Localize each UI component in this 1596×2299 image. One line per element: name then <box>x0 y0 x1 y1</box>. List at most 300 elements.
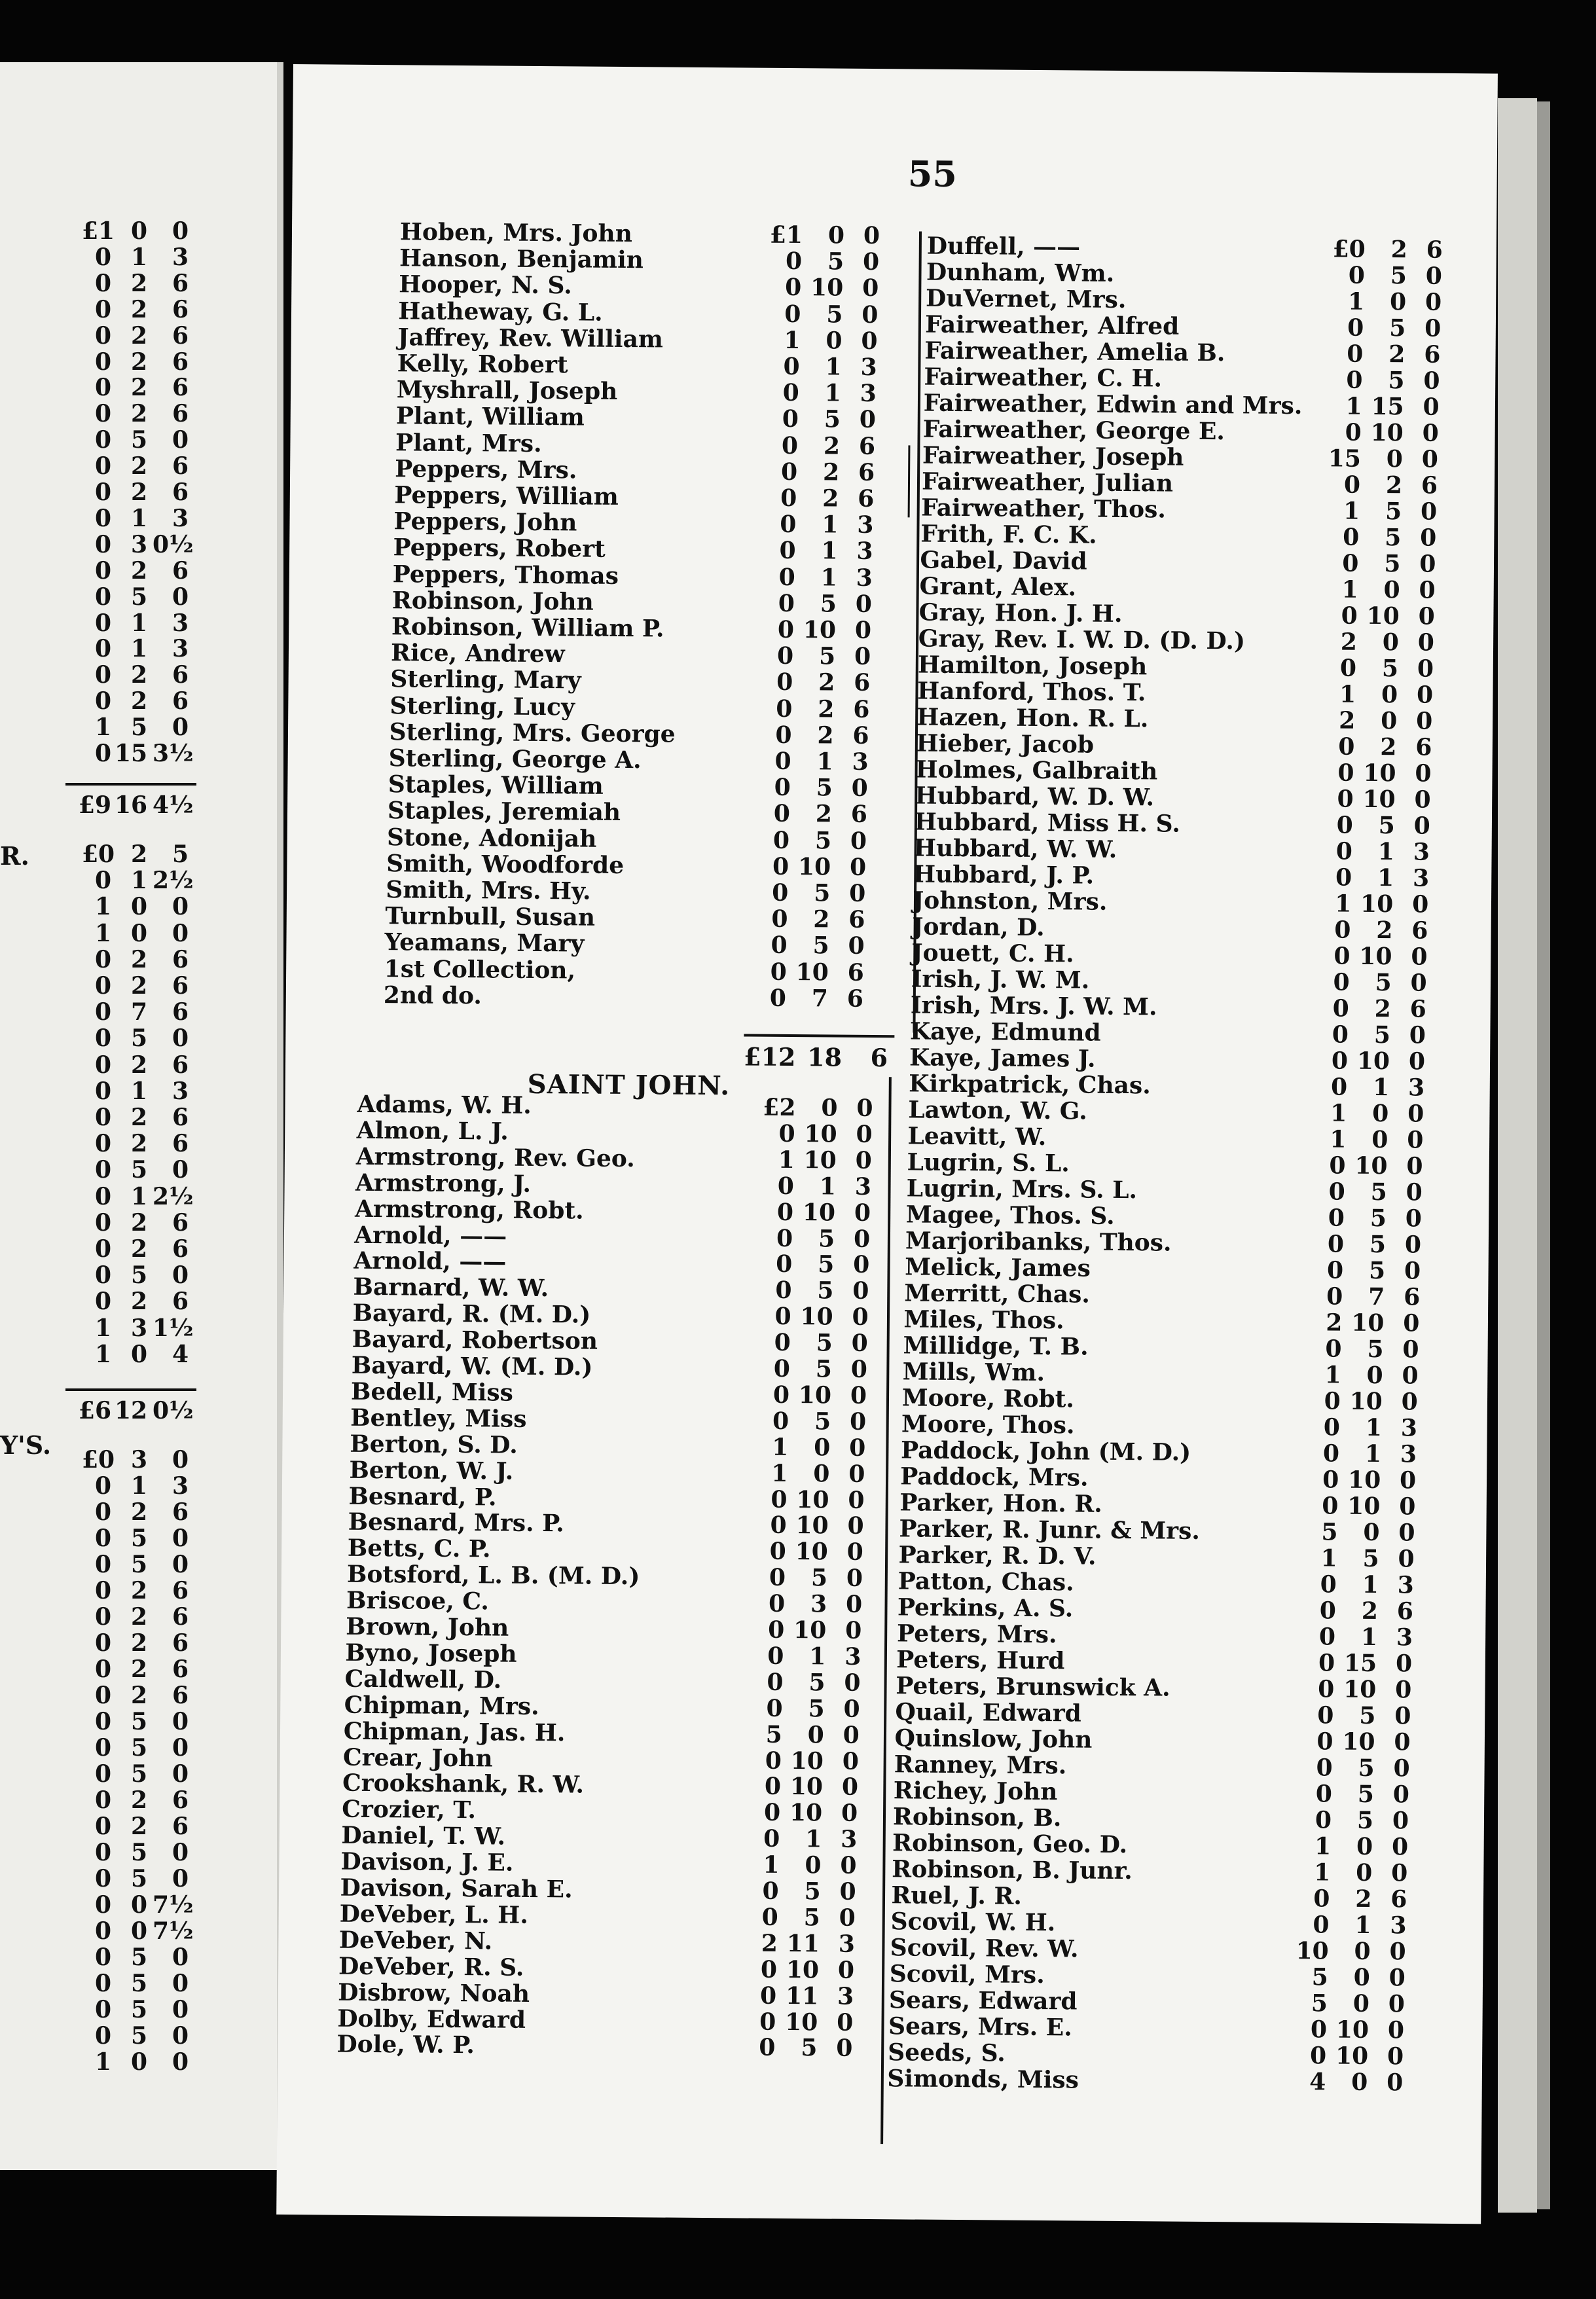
subscriber-name: Hanson, Benjamin <box>399 244 644 274</box>
amount-pounds: 0 <box>1323 1413 1341 1441</box>
amount-shillings: 10 <box>1347 1466 1381 1494</box>
amount-pence: 0 <box>853 1251 870 1279</box>
amount-pence: 0 <box>839 1877 856 1906</box>
amount-pounds: 0 <box>94 867 111 895</box>
amount-pounds: 1 <box>94 919 111 947</box>
amount-pence: 0 <box>854 1199 871 1227</box>
total-pence: 4½ <box>153 791 194 819</box>
subscriber-name: Duffell, —— <box>926 232 1081 261</box>
amount-pence: 0 <box>1407 1126 1424 1154</box>
amount-shillings: 5 <box>808 1669 825 1697</box>
column-1-total <box>744 1041 894 1072</box>
amount-shillings: 5 <box>1358 1754 1375 1783</box>
amount-shillings: 0 <box>1371 1125 1388 1154</box>
subscriber-name: Sears, Edward <box>888 1986 1078 2016</box>
subscriber-name: Kirkpatrick, Chas. <box>909 1070 1151 1100</box>
subscriber-name: Irish, Mrs. J. W. M. <box>910 991 1157 1021</box>
amount-pounds: 0 <box>94 1498 111 1526</box>
amount-pence: 0 <box>848 1460 865 1488</box>
amount-shillings: 0 <box>130 893 147 921</box>
amount-pence: 0 <box>1401 1388 1418 1416</box>
amount-pence: 0 <box>861 300 879 329</box>
amount-shillings: 3 <box>130 530 147 558</box>
amount-pence: 0 <box>1392 1807 1409 1835</box>
left-amount-row <box>82 1787 213 1813</box>
subscriber-name: Peppers, John <box>393 507 577 537</box>
amount-pence: 3½ <box>153 740 194 767</box>
amount-pounds: 0 <box>94 400 111 428</box>
amount-shillings: 5 <box>817 1276 834 1305</box>
amount-pounds: 5 <box>1311 1989 1328 2018</box>
amount-shillings: 10 <box>795 1512 829 1540</box>
amount-pence: 0 <box>849 1434 866 1462</box>
amount-shillings: 0 <box>805 1851 822 1879</box>
amount-shillings: 0 <box>1372 1099 1389 1128</box>
amount-pence: 0 <box>1410 969 1427 997</box>
left-amount-row <box>82 740 213 767</box>
amount-pounds: 0 <box>1332 1021 1349 1049</box>
subscriber-name: Dolby, Edward <box>337 2004 526 2034</box>
amount-pence: 0 <box>1398 1519 1415 1547</box>
amount-pounds: 5 <box>765 1720 782 1748</box>
subscriber-name: Mills, Wm. <box>902 1358 1045 1387</box>
left-amount-row <box>82 1104 213 1131</box>
amount-pounds: 0 <box>767 1642 784 1670</box>
amount-pounds: 0 <box>769 1538 786 1566</box>
amount-shillings: 2 <box>130 479 147 506</box>
amount-shillings: 1 <box>1354 1911 1371 1940</box>
amount-shillings: 0 <box>807 1720 824 1749</box>
amount-pounds: 0 <box>94 1839 111 1866</box>
amount-shillings: 2 <box>818 668 835 697</box>
amount-pence: 0 <box>1395 1650 1413 1678</box>
amount-shillings: 10 <box>803 1146 837 1174</box>
amount-shillings: 5 <box>1362 1544 1379 1573</box>
amount-pounds: 1 <box>1334 890 1352 918</box>
amount-pounds: 0 <box>94 1629 111 1657</box>
amount-pence: 0 <box>1406 1178 1423 1206</box>
amount-pounds: 0 <box>94 1577 111 1604</box>
amount-pence: 6 <box>172 321 189 350</box>
amount-shillings: 5 <box>827 247 844 276</box>
amount-shillings: 0 <box>1354 1937 1371 1966</box>
amount-shillings: 2 <box>1388 340 1406 369</box>
amount-shillings: 10 <box>1356 1047 1390 1076</box>
amount-pence: 0 <box>848 932 865 960</box>
amount-shillings: 10 <box>790 1747 824 1775</box>
amount-shillings: 1 <box>1372 1074 1390 1102</box>
subscriber-name: Besnard, Mrs. P. <box>348 1508 564 1538</box>
left-amount-row <box>82 1918 213 1944</box>
amount-shillings: 5 <box>130 1024 147 1053</box>
amount-pounds: 0 <box>94 1235 111 1263</box>
amount-shillings: 5 <box>808 1694 825 1723</box>
subscriber-name: Betts, C. P. <box>347 1534 491 1563</box>
amount-shillings: 0 <box>1386 445 1404 473</box>
amount-pence: 6 <box>172 269 189 297</box>
amount-pence: 3 <box>1396 1623 1413 1652</box>
amount-pounds: 0 <box>780 458 798 486</box>
amount-pence: 0 <box>172 1525 189 1552</box>
amount-shillings: 2 <box>130 1577 147 1604</box>
amount-pounds: 0 <box>1330 1073 1348 1101</box>
amount-pounds: 0 <box>785 274 802 302</box>
amount-pence: 0 <box>1387 2042 1404 2071</box>
amount-pounds: 0 <box>763 1824 780 1853</box>
subscriber-name: Simonds, Miss <box>887 2065 1079 2094</box>
amount-pounds: 0 <box>766 1694 783 1722</box>
amount-pence: 0 <box>172 1446 189 1474</box>
amount-shillings: 0 <box>821 1094 838 1122</box>
page-edge <box>1498 98 1537 2213</box>
amount-shillings: 2 <box>130 1051 147 1079</box>
amount-pounds: 0 <box>771 905 788 933</box>
subscriber-name: Kaye, James J. <box>909 1043 1096 1073</box>
amount-shillings: 1 <box>1364 1439 1382 1468</box>
amount-pence: 0 <box>859 406 877 434</box>
amount-pence: 6 <box>1415 733 1432 761</box>
amount-shillings: 2 <box>130 1603 147 1631</box>
amount-pounds: 1 <box>94 2048 111 2076</box>
subscriber-name: Chipman, Mrs. <box>344 1691 539 1720</box>
amount-pence: 0 <box>862 274 879 302</box>
amount-shillings: 5 <box>1375 969 1392 997</box>
amount-pounds: 0 <box>775 1276 792 1305</box>
amount-pence: 0 <box>852 1277 869 1305</box>
left-amount-row <box>82 867 213 894</box>
subscriber-name: Hubbard, W. D. W. <box>915 782 1155 812</box>
amount-pence: 6 <box>852 721 869 750</box>
subscriber-name: Paddock, Mrs. <box>900 1462 1089 1492</box>
amount-pounds: 0 <box>769 984 787 1012</box>
amount-pence: 0 <box>1406 1152 1423 1180</box>
amount-shillings: 3 <box>130 1314 147 1342</box>
amount-pounds: 1 <box>1341 575 1358 604</box>
subscriber-name: DuVernet, Mrs. <box>925 284 1127 314</box>
amount-pence: 0 <box>1392 1781 1410 1809</box>
left-amount-row <box>82 1025 213 1051</box>
amount-shillings: 2 <box>130 1104 147 1131</box>
amount-pounds: 0 <box>1309 2042 1327 2070</box>
amount-pence: 0 <box>1399 1466 1417 1494</box>
amount-pounds: 0 <box>1331 1047 1349 1075</box>
subscriber-name: Moore, Robt. <box>901 1384 1075 1413</box>
amount-pounds: 0 <box>1332 994 1349 1023</box>
amount-pence: 6 <box>847 958 864 987</box>
amount-pence: 0 <box>1419 576 1436 604</box>
amount-pence: 0 <box>172 1024 189 1053</box>
main-page <box>276 64 1498 2224</box>
subscriber-name: Plant, Mrs. <box>395 428 542 458</box>
amount-pounds: 0 <box>1337 785 1354 813</box>
amount-pounds: 0 <box>1343 523 1360 551</box>
amount-pence: 3 <box>844 1642 861 1671</box>
total-pounds: £12 <box>743 1041 796 1072</box>
amount-pounds: 0 <box>1322 1439 1340 1468</box>
left-total-2 <box>72 1398 216 1424</box>
amount-pence: 0 <box>1402 1362 1419 1390</box>
amount-shillings: 0 <box>1389 288 1407 316</box>
amount-pence: 6 <box>172 1051 189 1079</box>
left-amount-row <box>82 1761 213 1787</box>
left-amount-row <box>82 558 213 584</box>
amount-shillings: 1 <box>1360 1623 1378 1652</box>
amount-shillings: 5 <box>130 1760 147 1788</box>
amount-shillings: 5 <box>1359 1701 1376 1730</box>
amount-shillings: 10 <box>1363 759 1396 787</box>
amount-pence: 3 <box>172 243 189 271</box>
amount-pounds: 0 <box>777 1172 795 1200</box>
subscriber-name: DeVeber, L. H. <box>339 1900 528 1929</box>
amount-pounds: 0 <box>1313 1911 1330 1939</box>
amount-pence: 0 <box>836 2034 853 2063</box>
subscriber-name: Gray, Hon. J. H. <box>918 598 1123 628</box>
amount-pence: 0 <box>845 1616 862 1644</box>
amount-pence: 3 <box>838 1930 856 1958</box>
subscriber-name: Grant, Alex. <box>919 572 1077 602</box>
amount-shillings: 5 <box>818 1250 835 1278</box>
amount-pounds: 0 <box>94 321 111 350</box>
subscriber-name: Lawton, W. G. <box>908 1096 1087 1125</box>
amount-pence: 6 <box>172 1208 189 1237</box>
subscriber-name: Fairweather, Julian <box>921 467 1174 498</box>
subscriber-name: Sterling, Mrs. George <box>389 717 676 748</box>
left-amount-row <box>82 688 213 714</box>
amount-shillings: 5 <box>814 1407 831 1436</box>
amount-pence: 0 <box>856 1120 873 1148</box>
amount-pence: 6 <box>172 1786 189 1814</box>
amount-pounds: 0 <box>94 530 111 558</box>
amount-shillings: 2 <box>130 945 147 973</box>
amount-pence: 6 <box>172 998 189 1026</box>
subscriber-name: Scovil, Rev. W. <box>890 1934 1079 1963</box>
amount-pounds: 0 <box>760 1955 778 1983</box>
total-shillings: 16 <box>115 791 148 819</box>
amount-shillings: 1 <box>130 504 147 532</box>
amount-pounds: 0 <box>1337 759 1354 787</box>
amount-pounds: 0 <box>94 504 111 532</box>
amount-pounds: 0 <box>94 972 111 1000</box>
amount-pence: 6 <box>858 484 875 513</box>
amount-pence: 0 <box>847 1512 864 1540</box>
left-amount-row <box>82 947 213 973</box>
amount-pounds: 1 <box>1345 392 1362 420</box>
amount-pounds: 0 <box>1315 1806 1332 1834</box>
amount-pence: 0 <box>172 217 189 245</box>
left-amount-row <box>82 218 213 244</box>
page-edge-shadow <box>1537 101 1550 2209</box>
amount-pence: 0 <box>851 1329 868 1358</box>
amount-shillings: 2 <box>815 800 833 828</box>
amount-pence: 6 <box>1409 995 1426 1023</box>
amount-pence: 3 <box>172 1077 189 1105</box>
subscriber-name: Merritt, Chas. <box>904 1279 1091 1309</box>
left-amount-row <box>82 374 213 401</box>
left-amount-row <box>82 297 213 323</box>
amount-shillings: 5 <box>810 1564 828 1592</box>
subscriber-name: Myshrall, Joseph <box>396 376 618 406</box>
amount-shillings: 2 <box>130 321 147 350</box>
subscriber-name: Armstrong, J. <box>355 1168 532 1198</box>
amount-shillings: 10 <box>785 2008 818 2036</box>
amount-pence: 0 <box>172 1839 189 1866</box>
subscriber-name: Daniel, T. W. <box>341 1821 506 1851</box>
subscriber-name: Hubbard, J. P. <box>913 860 1095 890</box>
amount-pence: 0 <box>172 1760 189 1788</box>
amount-pounds: 0 <box>780 511 797 539</box>
amount-pounds: 1 <box>1320 1544 1337 1572</box>
amount-pence: 6 <box>172 374 189 402</box>
amount-shillings: 7 <box>1368 1282 1385 1311</box>
amount-pence: 0 <box>172 1708 189 1735</box>
amount-shillings: 5 <box>816 774 833 802</box>
amount-pence: 0 <box>854 642 871 671</box>
amount-shillings: 2 <box>130 1235 147 1263</box>
amount-pounds: 0 <box>94 998 111 1026</box>
subscriber-row <box>384 982 947 1013</box>
amount-shillings: 5 <box>1356 1806 1374 1835</box>
amount-shillings: 2 <box>130 1288 147 1316</box>
amount-shillings: 2 <box>130 400 147 428</box>
amount-pounds: 0 <box>1318 1649 1335 1677</box>
amount-shillings: 0 <box>827 221 845 249</box>
total-pence: 6 <box>870 1042 888 1073</box>
amount-pence: 6 <box>172 295 189 323</box>
amount-shillings: 1 <box>130 1472 147 1500</box>
amount-pounds: 0 <box>778 563 795 591</box>
amount-pounds: 1 <box>1324 1361 1341 1389</box>
amount-pounds: 0 <box>771 1485 788 1513</box>
subscriber-name: Crookshank, R. W. <box>342 1769 585 1799</box>
amount-pence: 0 <box>856 1094 873 1123</box>
amount-pounds: 0 <box>94 635 111 663</box>
amount-pounds: 1 <box>1330 1099 1347 1127</box>
amount-pounds: 0 <box>774 773 791 802</box>
amount-shillings: 1 <box>130 1077 147 1105</box>
amount-pence: 3 <box>1407 1074 1425 1102</box>
amount-shillings: 10 <box>810 274 844 302</box>
amount-pounds: 0 <box>785 247 803 276</box>
subscriber-name: Armstrong, Robt. <box>354 1195 584 1225</box>
subscriber-name: Smith, Woodforde <box>386 849 625 879</box>
subscriber-name: Caldwell, D. <box>344 1665 502 1694</box>
amount-pence: 0 <box>1387 2016 1405 2044</box>
amount-shillings: 0 <box>1352 1989 1370 2018</box>
amount-shillings: 5 <box>130 1551 147 1578</box>
amount-shillings: 0 <box>130 1917 147 1945</box>
amount-pence: 0 <box>172 1944 189 1971</box>
amount-pounds: 0 <box>781 431 799 460</box>
amount-pounds: 0 <box>1338 733 1355 761</box>
amount-pounds: 0 <box>1322 1466 1339 1494</box>
amount-pence: 6 <box>172 1603 189 1631</box>
amount-pounds: 1 <box>1330 1125 1347 1153</box>
amount-pounds: 0 <box>94 1865 111 1892</box>
amount-shillings: 2 <box>130 269 147 297</box>
amount-pence: 6 <box>1404 1283 1421 1311</box>
subscriber-name: Peppers, Mrs. <box>395 455 577 484</box>
subscriber-name: Besnard, P. <box>348 1482 497 1512</box>
amount-pence: 0 <box>842 1747 860 1775</box>
subscriber-name: Bayard, W. (M. D.) <box>351 1351 593 1381</box>
amount-pounds: 0 <box>783 352 800 381</box>
amount-pence: 6 <box>172 400 189 428</box>
amount-pence: 6 <box>172 1577 189 1604</box>
amount-shillings: 11 <box>785 1982 819 2010</box>
amount-pounds: 2 <box>761 1929 778 1957</box>
amount-shillings: 10 <box>789 1799 823 1827</box>
amount-pounds: 0 <box>762 1877 779 1905</box>
amount-shillings: 1 <box>130 1182 147 1210</box>
amount-shillings: 0 <box>1383 576 1400 604</box>
amount-pence: 2½ <box>153 1182 194 1210</box>
total-pounds: £6 <box>78 1397 111 1424</box>
amount-shillings: 2 <box>1355 1885 1372 1913</box>
left-amount-row <box>82 1078 213 1104</box>
amount-pounds: 0 <box>1326 1256 1344 1284</box>
amount-shillings: 0 <box>1366 1361 1383 1390</box>
amount-shillings: 0 <box>1351 2068 1368 2096</box>
amount-pence: 6 <box>172 479 189 506</box>
left-amount-row <box>82 1604 213 1630</box>
amount-shillings: 0 <box>1356 1832 1373 1861</box>
amount-pence: 3 <box>172 609 189 637</box>
subscriber-name: Bayard, R. (M. D.) <box>352 1299 591 1329</box>
amount-pence: 6 <box>172 1130 189 1158</box>
left-amount-row <box>82 1813 213 1839</box>
amount-shillings: 5 <box>130 1865 147 1892</box>
amount-shillings: 11 <box>786 1929 820 1958</box>
subscriber-name: Peppers, William <box>394 481 619 511</box>
amount-shillings: 5 <box>130 1839 147 1866</box>
amount-pounds: 0 <box>772 1381 790 1409</box>
amount-shillings: 1 <box>819 1172 837 1201</box>
amount-shillings: 5 <box>130 426 147 454</box>
amount-pence: 0 <box>861 327 878 355</box>
amount-pounds: 0 <box>1333 968 1350 996</box>
amount-shillings: 5 <box>826 300 843 329</box>
subscriber-name: Davison, Sarah E. <box>340 1874 573 1904</box>
amount-pounds: 0 <box>782 379 799 407</box>
amount-pence: 0 <box>1391 1833 1409 1861</box>
amount-pence: 0 <box>1405 1204 1423 1233</box>
subscriber-name: Robinson, John <box>391 587 594 616</box>
left-amount-row <box>82 1262 213 1288</box>
amount-pounds: 0 <box>94 1051 111 1079</box>
amount-pence: 0 <box>1404 1231 1422 1259</box>
amount-shillings: 5 <box>1390 262 1407 290</box>
amount-pounds: 0 <box>94 740 111 767</box>
subscriber-name: Richey, John <box>893 1777 1058 1806</box>
amount-shillings: 2 <box>130 374 147 402</box>
amount-pence: 0 <box>1423 393 1440 421</box>
amount-shillings: 5 <box>824 405 841 433</box>
subscriber-name: Jaffrey, Rev. William <box>397 323 664 353</box>
subscriber-name: Staples, William <box>388 770 604 800</box>
amount-pounds: 0 <box>776 642 794 670</box>
amount-shillings: 0 <box>130 2048 147 2076</box>
amount-pence: 6 <box>172 1498 189 1526</box>
amount-pence: 0 <box>843 1721 860 1749</box>
total-shillings: 18 <box>807 1042 843 1072</box>
amount-shillings: 5 <box>814 879 831 907</box>
subscriber-name: Berton, W. J. <box>349 1456 514 1485</box>
subscriber-name: Peppers, Robert <box>393 534 606 564</box>
amount-shillings: 2 <box>130 1208 147 1237</box>
left-amount-row <box>82 920 213 947</box>
left-total-1 <box>72 792 216 818</box>
left-amount-row <box>82 505 213 532</box>
